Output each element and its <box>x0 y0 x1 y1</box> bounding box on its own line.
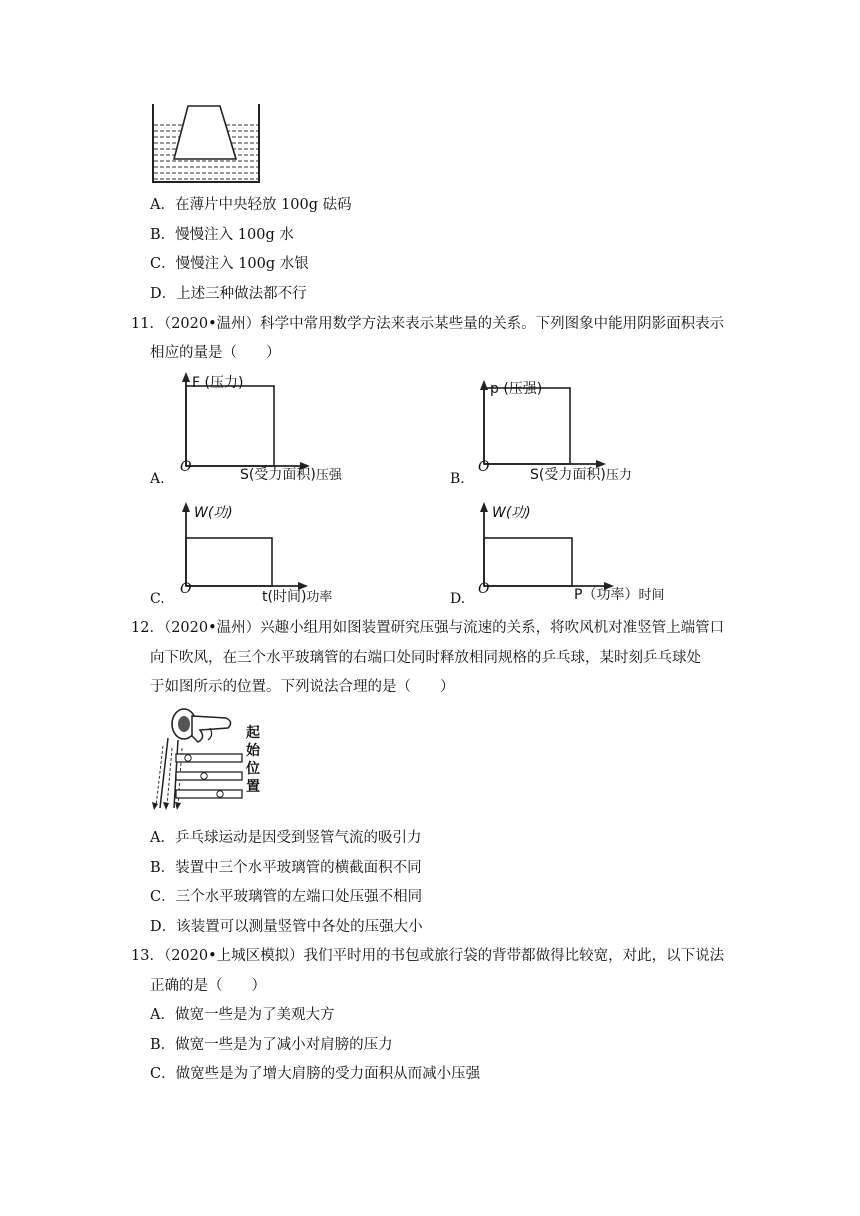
q11-graph-a <box>150 370 380 488</box>
q12-figure-label: 起 始 位 置 <box>246 725 260 795</box>
q13-option-a: A．做宽一些是为了美观大方 <box>150 1007 335 1023</box>
q10-option-c: C．慢慢注入 100g 水银 <box>150 256 309 272</box>
q12-option-c: C．三个水平玻璃管的左端口处压强不相同 <box>150 889 423 905</box>
graph-c-y-label: W(功) <box>194 505 233 521</box>
graph-c-letter: C. <box>150 591 165 607</box>
graph-d-origin: O <box>478 581 490 597</box>
graph-c-origin: O <box>180 581 192 597</box>
q11-graph-d <box>450 500 710 610</box>
q10-option-b: B．慢慢注入 100g 水 <box>150 227 294 243</box>
graph-b-letter: B. <box>450 471 465 487</box>
graph-b-x-label: S(受力面积)压力 <box>530 467 632 483</box>
graph-a-quantity: 压强 <box>315 468 342 483</box>
q10-option-a: A．在薄片中央轻放 100g 砝码 <box>150 197 352 213</box>
q13-stem-cont: 正确的是（ ） <box>150 978 266 994</box>
graph-d-y-label: W(功) <box>492 505 531 521</box>
graph-d-quantity: 时间 <box>638 588 665 603</box>
q12-stem-cont2: 于如图所示的位置。下列说法合理的是（ ） <box>150 679 455 695</box>
q13-stem: 13．（2020•上城区模拟）我们平时用的书包或旅行袋的背带都做得比较宽，对此，以下说法 <box>131 948 725 964</box>
graph-b-y-label: p (压强) <box>490 381 543 397</box>
q12-stem: 12．（2020•温州）兴趣小组用如图装置研究压强与流速的关系，将吹风机对准竖管上端管口 <box>131 620 725 636</box>
graph-c-quantity: 功率 <box>306 590 333 605</box>
q12-dryer-figure <box>148 706 268 816</box>
q11-graph-c <box>150 500 380 610</box>
graph-c-x-label: t(时间)功率 <box>262 589 333 605</box>
q11-graph-b <box>450 378 680 488</box>
q12-option-d: D．该装置可以测量竖管中各处的压强大小 <box>150 919 423 935</box>
graph-d-x-label: P（功率）时间 <box>574 587 665 603</box>
graph-a-y-label: F (压力) <box>192 375 244 391</box>
graph-b-quantity: 压力 <box>605 468 632 483</box>
graph-d-letter: D. <box>450 591 466 607</box>
graph-a-letter: A. <box>150 471 165 487</box>
q10-option-d: D．上述三种做法都不行 <box>150 286 307 302</box>
graph-a-origin: O <box>180 459 192 475</box>
q12-option-b: B．装置中三个水平玻璃管的横截面积不同 <box>150 860 422 876</box>
graph-a-x-label: S(受力面积)压强 <box>240 467 342 483</box>
graph-b-origin: O <box>478 459 490 475</box>
q12-stem-cont1: 向下吹风，在三个水平玻璃管的右端口处同时释放相同规格的乒乓球，某时刻乒乓球处 <box>150 650 701 666</box>
q13-option-c: C．做宽些是为了增大肩膀的受力面积从而减小压强 <box>150 1066 481 1082</box>
q11-stem: 11．（2020•温州）科学中常用数学方法来表示某些量的关系。下列图象中能用阴影面积表示 <box>131 316 725 332</box>
q10-container-figure <box>148 104 264 186</box>
q11-stem-cont: 相应的量是（ ） <box>150 345 281 361</box>
q13-option-b: B．做宽一些是为了减小对肩膀的压力 <box>150 1037 393 1053</box>
q12-option-a: A．乒乓球运动是因受到竖管气流的吸引力 <box>150 830 422 846</box>
